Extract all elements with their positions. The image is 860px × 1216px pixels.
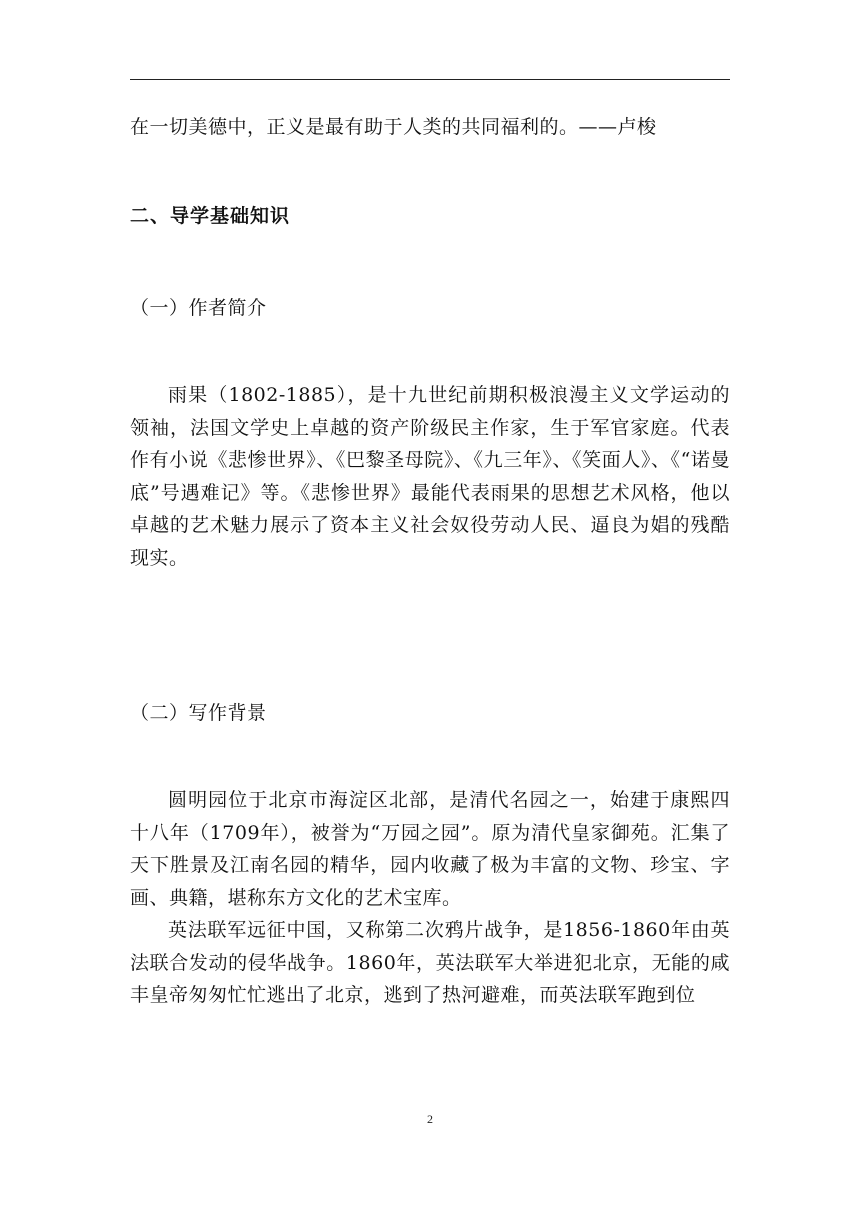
- page-number: 2: [427, 1112, 433, 1126]
- opening-quote: 在一切美德中，正义是最有助于人类的共同福利的。——卢梭: [130, 116, 657, 138]
- background-paragraph-2: 英法联军远征中国，又称第二次鸦片战争，是1856-1860年由英法联合发动的侵华战争。1860年，英法联军大举进犯北京，无能的咸丰皇帝匆匆忙忙逃出了北京，逃到了热河避难，而英法联军跑到位: [130, 919, 730, 1006]
- subsection-author-title: （一）作者简介: [130, 297, 267, 319]
- section-heading: 二、导学基础知识: [130, 205, 291, 227]
- background-paragraph-1: 圆明园位于北京市海淀区北部，是清代名园之一，始建于康熙四十八年（1709年），被誉为“万园之园”。原为清代皇家御苑。汇集了天下胜景及江南名园的精华，园内收藏了极为丰富的文物、珍宝、字画、典籍，堪称东方文化的艺术宝库。: [130, 789, 730, 909]
- author-paragraph: 雨果（1802-1885），是十九世纪前期积极浪漫主义文学运动的领袖，法国文学史上卓越的资产阶级民主作家，生于军官家庭。代表作有小说《悲惨世界》、《巴黎圣母院》、《九三年》、《笑面人》、《“诺曼底”号遇难记》等。《悲惨世界》最能代表雨果的思想艺术风格，他以卓越的艺术魅力展示了资本主义社会奴役劳动人民、逼良为娼的残酷现实。: [130, 384, 730, 569]
- subsection-background-title: （二）写作背景: [130, 702, 267, 724]
- header-rule: [130, 79, 730, 80]
